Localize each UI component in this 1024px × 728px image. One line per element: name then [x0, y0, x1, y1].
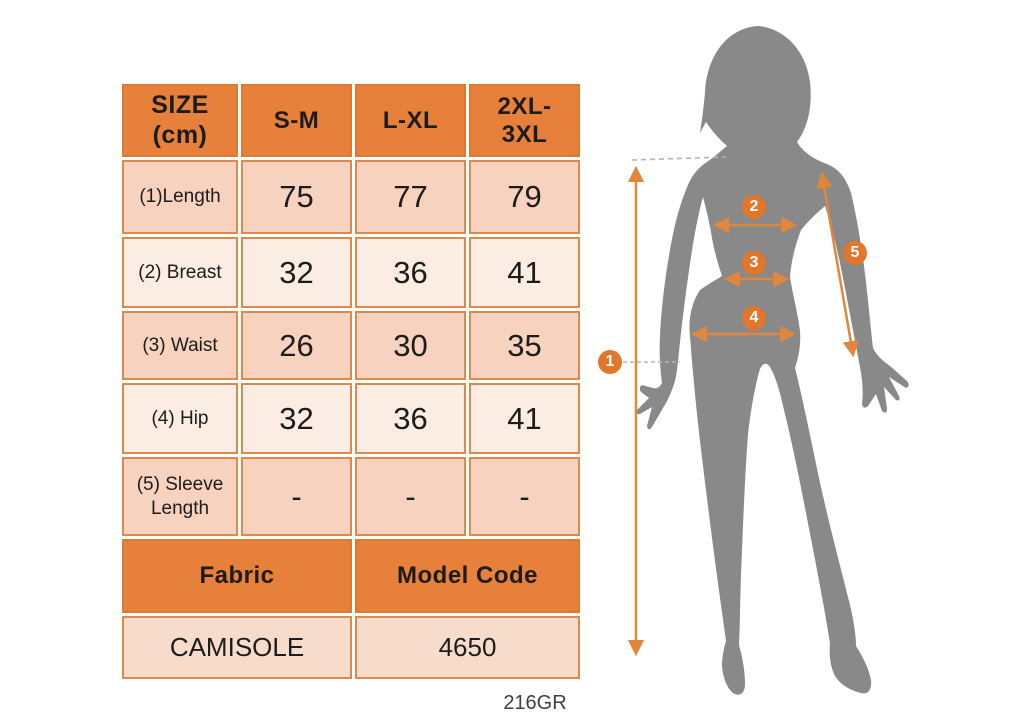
fabric-header: Fabric: [122, 539, 352, 613]
marker-5-sleeve: 5: [843, 241, 867, 265]
breast-l-xl: 36: [355, 237, 466, 308]
hip-2xl-3xl: 41: [469, 383, 580, 454]
row-label-hip: (4) Hip: [122, 383, 238, 454]
col-header-l-xl: L-XL: [355, 84, 466, 157]
marker-1-length: 1: [598, 350, 622, 374]
col-header-s-m: S-M: [241, 84, 352, 157]
length-2xl-3xl: 79: [469, 160, 580, 234]
sleeve-2xl-3xl: -: [469, 457, 580, 536]
marker-3-waist: 3: [742, 251, 766, 275]
marker-4-hip: 4: [742, 306, 766, 330]
breast-2xl-3xl: 41: [469, 237, 580, 308]
breast-s-m: 32: [241, 237, 352, 308]
row-label-length: (1)Length: [122, 160, 238, 234]
waist-2xl-3xl: 35: [469, 311, 580, 380]
row-label-waist: (3) Waist: [122, 311, 238, 380]
body-silhouette: [636, 26, 908, 695]
row-label-breast: (2) Breast: [122, 237, 238, 308]
size-unit: (cm): [152, 120, 208, 149]
sleeve-l-xl: -: [355, 457, 466, 536]
length-s-m: 75: [241, 160, 352, 234]
col-header-2xl-3xl: 2XL-3XL: [469, 84, 580, 157]
size-title: SIZE: [151, 91, 209, 119]
length-l-xl: 77: [355, 160, 466, 234]
model-code-value: 4650: [355, 616, 580, 679]
hip-s-m: 32: [241, 383, 352, 454]
sleeve-s-m: -: [241, 457, 352, 536]
hip-l-xl: 36: [355, 383, 466, 454]
waist-l-xl: 30: [355, 311, 466, 380]
waist-s-m: 26: [241, 311, 352, 380]
marker-2-breast: 2: [742, 195, 766, 219]
model-note: 216GR: [503, 692, 567, 714]
fabric-value: CAMISOLE: [122, 616, 352, 679]
row-label-sleeve: (5) Sleeve Length: [122, 457, 238, 536]
model-code-header: Model Code: [355, 539, 580, 613]
